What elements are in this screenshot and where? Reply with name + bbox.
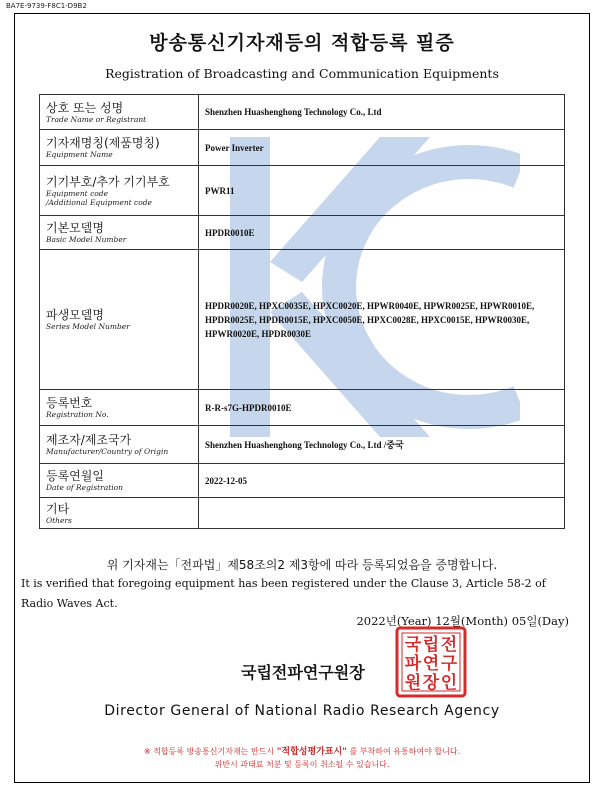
svg-text:연: 연 [422,654,440,674]
svg-text:전: 전 [440,635,458,655]
label-en-secondary: /Additional Equipment code [46,197,152,207]
svg-text:장: 장 [422,673,440,693]
registration-table [39,94,565,529]
table-row [40,390,565,426]
manufacturer-value: Shenzhen Huashenghong Technology Co., Ltd /중국 [199,426,565,464]
svg-text:국: 국 [404,635,422,655]
certificate-subtitle: Registration of Broadcasting and Communication Equipments [105,66,499,81]
conformity-mark-text: "적합성평가표시" [276,747,347,757]
table-row [40,166,565,216]
svg-text:구: 구 [440,654,458,674]
svg-text:원: 원 [404,673,422,693]
notice-line-1 [15,744,589,757]
verification-statement-ko: 위 기자재는「전파법」제58조의2 제3항에 따라 등록되었음을 증명합니다. [106,558,498,572]
label-en: Series Model Number [46,322,130,331]
certificate-title: 방송통신기자재등의 적합등록 필증 [149,32,455,54]
label-en: Basic Model Number [46,235,127,244]
table-row [40,498,565,529]
row-label [40,426,199,464]
registration-date-value: 2022-12-05 [199,464,565,498]
equipment-code-value: PWR11 [199,166,565,216]
label-en: Date of Registration [46,483,123,492]
label-ko: 파생모델명 [46,308,104,322]
issue-date: 2022년(Year) 12월(Month) 05일(Day) [356,614,569,628]
row-label [40,216,199,250]
label-ko: 등록연월일 [46,469,104,483]
table-row [40,250,565,390]
others-value [199,498,565,529]
certificate-frame [14,13,590,783]
label-ko: 기타 [46,501,70,516]
verification-statement-en: It is verified that foregoing equipment has been registered under the Clause 3, Article 58-2 of Radio Waves Act. [21,577,546,610]
official-seal-icon [394,625,468,699]
label-en: Registration No. [46,410,109,419]
label-en: Manufacturer/Country of Origin [46,447,169,456]
row-label [40,166,199,216]
notice-pre: ※ 적합등록 방송통신기자재는 반드시 [143,747,275,756]
label-ko: 기본모델명 [46,221,104,235]
label-ko: 상호 또는 성명 [46,100,124,115]
label-ko: 등록번호 [46,396,93,410]
row-label [40,95,199,130]
row-label [40,498,199,529]
label-en: Trade Name or Registrant [46,114,147,124]
table-row [40,216,565,250]
agency-name-en: Director General of National Radio Research Agency [104,703,500,719]
document-id: BA7E-9739-F8C1-D9B2 [6,2,87,10]
row-label [40,130,199,166]
label-ko: 제조자/제조국가 [46,433,132,447]
notice-line-2: 위반시 과태료 처분 및 등록이 취소될 수 있습니다. [214,760,390,769]
series-model-value: HPDR0020E, HPXC0035E, HPXC0020E, HPWR0040E, HPWR0025E, HPWR0010E, HPDR0025E, HPDR0015E, HPXC0050E, HPXC0028E, HPXC0015E, HPWR0030E, HPWR0020E, HPDR0030E [199,250,565,390]
basic-model-value: HPDR0010E [199,216,565,250]
registration-number-value: R-R-s7G-HPDR0010E [199,390,565,426]
svg-text:립: 립 [422,635,440,655]
svg-text:인: 인 [440,673,458,693]
table-row [40,130,565,166]
row-label [40,250,199,390]
svg-text:파: 파 [404,654,422,674]
label-ko: 기기부호/추가 기기부호 [46,174,170,189]
label-en: Equipment code [46,188,109,198]
agency-name-ko: 국립전파연구원장 [241,663,365,682]
trade-name-value: Shenzhen Huashenghong Technology Co., Ltd [199,95,565,130]
equipment-name-value: Power Inverter [199,130,565,166]
row-label [40,390,199,426]
table-row [40,426,565,464]
label-ko: 기자재명칭(제품명칭) [46,136,160,150]
notice-post: 를 부착하여 유통하여야 합니다. [349,747,461,756]
label-en: Others [46,515,72,525]
label-en: Equipment Name [46,150,113,159]
table-row [40,464,565,498]
row-label [40,464,199,498]
table-row [40,95,565,130]
